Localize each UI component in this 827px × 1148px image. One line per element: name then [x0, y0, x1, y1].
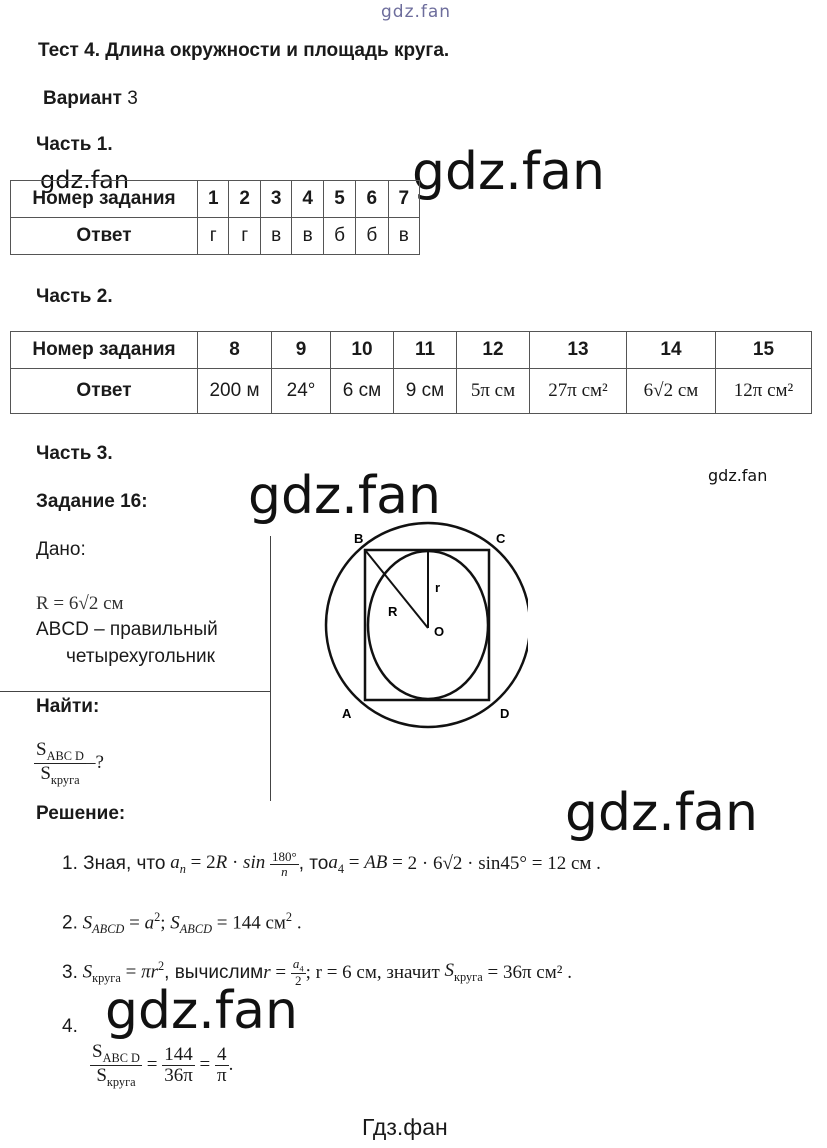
part2-answer: 6√2 см: [627, 369, 716, 414]
label-O: O: [434, 624, 445, 639]
step3-r: ; r = 6 см, значит: [305, 961, 440, 983]
watermark-part1-small: gdz.fan: [40, 166, 130, 194]
part2-answer-label: Ответ: [11, 369, 198, 414]
solution-step-3: 3. $S_{круга} = \pi r^2$ , вычислим r = $\frac{a_4}{2}$ ; r = 6 см, значит $S_{круга}$ = 36π см² .: [62, 956, 572, 989]
solution-heading: Решение:: [36, 803, 126, 824]
solution-step-4-number: 4.: [62, 1016, 78, 1037]
watermark-large-2: gdz.fan: [248, 466, 441, 526]
part1-task-number: 7: [388, 181, 420, 218]
label-C: C: [496, 531, 506, 546]
part1-answer: г: [198, 218, 229, 255]
step3-tail: = 36π см² .: [487, 961, 572, 983]
watermark-footer: Гдз.фан: [362, 1114, 448, 1140]
given-abcd-line1: ABCD – правильный: [36, 619, 218, 640]
watermark-small-right: gdz.fan: [708, 466, 768, 485]
part2-task-label: Номер задания: [11, 332, 198, 369]
step1-tail: 2 · 6√2 · sin45° = 12 см .: [407, 853, 601, 875]
given-radius: R = 6√2 см: [36, 593, 124, 614]
given-abcd-line2: четырехугольник: [66, 646, 215, 667]
part1-task-number: 2: [229, 181, 260, 218]
part2-answer: 9 см: [394, 369, 457, 414]
part2-answer: 6 см: [331, 369, 394, 414]
variant-label: Вариант 3: [43, 88, 138, 109]
part1-task-row: [11, 181, 420, 218]
given-divider-horizontal: [0, 691, 270, 692]
solution-step-4: $\frac{S_{ABC D}}{S_{круга}}$ = $\frac{144}{36\pi}$ = $\frac{4}{\pi}$ .: [92, 1041, 234, 1089]
part2-table: [10, 331, 812, 414]
label-D: D: [500, 706, 510, 721]
label-B: B: [354, 531, 364, 546]
part2-answer: 200 м: [198, 369, 272, 414]
part2-task-number: 10: [331, 332, 394, 369]
part2-task-number: 11: [394, 332, 457, 369]
watermark-large-4: gdz.fan: [105, 981, 298, 1041]
part2-task-row: [11, 332, 812, 369]
step1-prefix: 1. Зная, что: [62, 853, 166, 875]
part3-heading: Часть 3.: [36, 443, 113, 464]
part1-answer: в: [388, 218, 420, 255]
part2-task-number: 15: [716, 332, 812, 369]
part1-answer-row: [11, 218, 420, 255]
part2-task-number: 12: [457, 332, 530, 369]
task16-heading: Задание 16:: [36, 491, 148, 512]
part1-answer: в: [292, 218, 323, 255]
part2-heading: Часть 2.: [36, 286, 113, 307]
solution-step-2: 2. $S_{ABCD} = a^2$; $S_{ABCD} = 144$ $см^2$ .: [62, 910, 302, 937]
part2-answer: 12π см²: [716, 369, 812, 414]
find-expression: $\frac{S_{ABC D}}{S_{круга}}$ –?: [36, 739, 104, 787]
page-title: Тест 4. Длина окружности и площадь круга.: [38, 40, 450, 61]
part1-answer-label: Ответ: [11, 218, 198, 255]
part1-answer: б: [323, 218, 355, 255]
watermark-large-3: gdz.fan: [565, 783, 758, 843]
label-R: R: [388, 604, 398, 619]
part2-answer: 27π см²: [530, 369, 627, 414]
part1-task-number: 5: [323, 181, 355, 218]
solution-step-1: 1. Зная, что $a_n = 2R \cdot \sin$ $\frac{180^\circ}{n}$ , то $a_4$ = AB = 2 · 6√2 · sin45° = 12 см .: [62, 849, 601, 879]
given-divider-vertical: [270, 536, 271, 801]
step1-mid: , то: [298, 853, 329, 875]
part1-table: [10, 180, 420, 255]
part1-answer: в: [260, 218, 291, 255]
watermark-large-1: gdz.fan: [412, 142, 605, 202]
part2-task-number: 8: [198, 332, 272, 369]
part1-answer: г: [229, 218, 260, 255]
part2-answer-row: [11, 369, 812, 414]
step3-mid: , вычислим: [164, 961, 264, 983]
part2-answer: 24°: [272, 369, 331, 414]
watermark-top: gdz.fan: [381, 2, 452, 22]
label-r: r: [435, 580, 441, 595]
part2-task-number: 9: [272, 332, 331, 369]
geometry-figure: [318, 520, 528, 730]
part2-answer: 5π см: [457, 369, 530, 414]
find-heading: Найти:: [36, 696, 100, 717]
part1-task-label: Номер задания: [11, 181, 198, 218]
part1-task-number: 4: [292, 181, 323, 218]
label-A: A: [342, 706, 352, 721]
part1-heading: Часть 1.: [36, 134, 113, 155]
part2-task-number: 14: [627, 332, 716, 369]
part1-task-number: 3: [260, 181, 291, 218]
part1-task-number: 6: [356, 181, 388, 218]
part2-task-number: 13: [530, 332, 627, 369]
given-heading: Дано:: [36, 539, 86, 560]
part1-answer: б: [356, 218, 388, 255]
part1-task-number: 1: [198, 181, 229, 218]
